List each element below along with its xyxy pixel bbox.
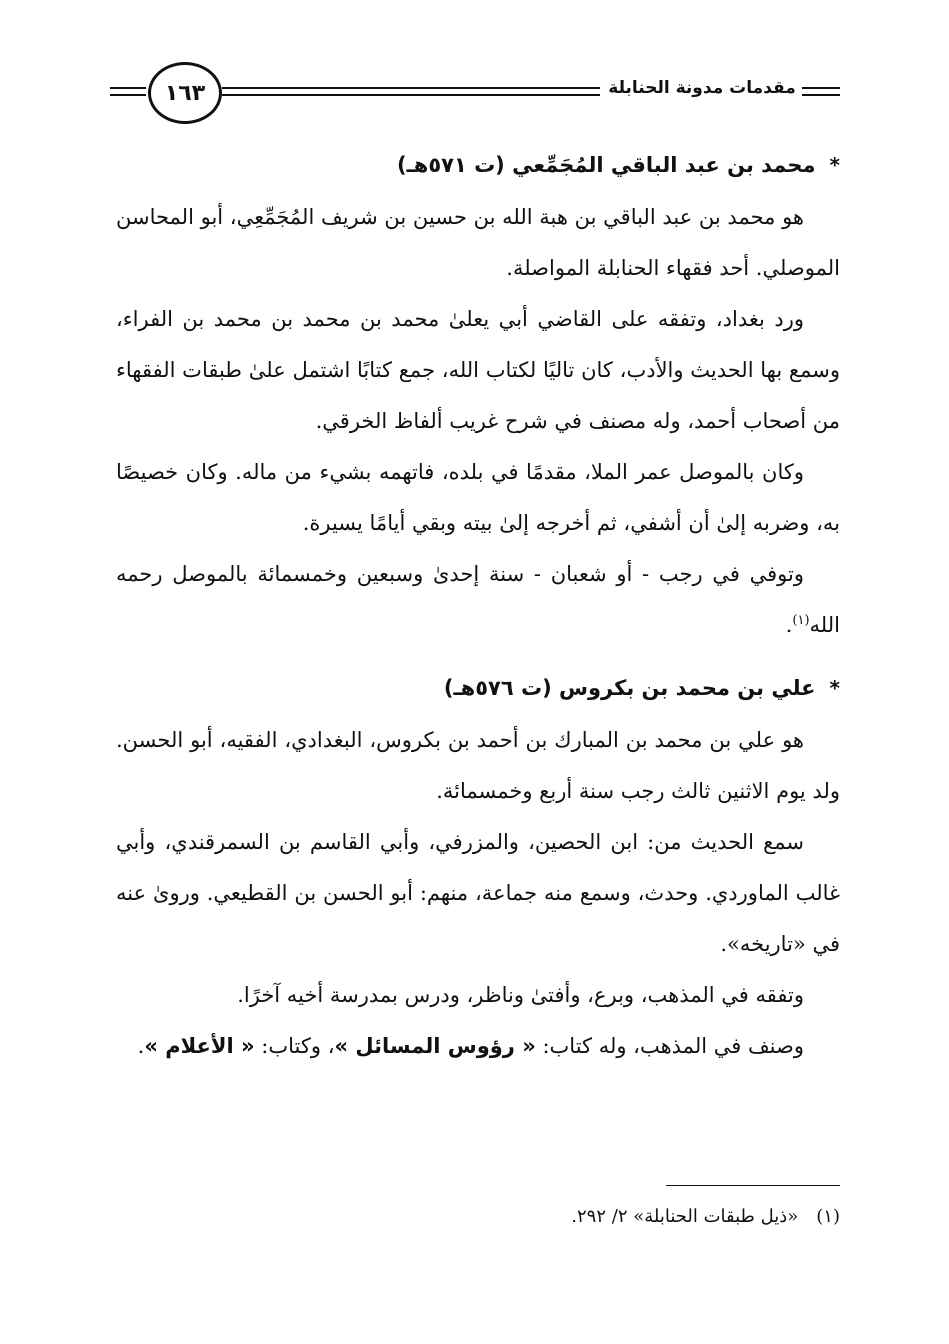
- paragraph: [116, 970, 840, 1021]
- header-rule: [110, 87, 146, 89]
- header-rule: [802, 87, 840, 89]
- page-number-badge: [148, 62, 222, 124]
- paragraph: [116, 715, 840, 817]
- header-rule: [802, 94, 840, 96]
- bullet-star-icon: *: [829, 153, 840, 177]
- paragraph-text: هو محمد بن عبد الباقي بن هبة الله بن حسين بن شريف المُجَمِّعِي، أبو المحاسن الموصلي. أحد فقهاء الحنابلة المواصلة.: [116, 205, 840, 280]
- paragraph: [116, 817, 840, 970]
- main-text: [116, 140, 840, 1072]
- paragraph-text: وصنف في المذهب، وله كتاب:: [535, 1034, 804, 1058]
- footnote: [300, 1200, 840, 1234]
- paragraph-text: ورد بغداد، وتفقه على القاضي أبي يعلىٰ محمد بن محمد بن محمد بن الفراء، وسمع بها الحديث والأدب، كان تاليًا لكتاب الله، جمع كتابًا اشتمل علىٰ طبقات الفقهاء من أصحاب أحمد، وله مصنف في شرح غريب ألفاظ الخرقي.: [116, 307, 840, 433]
- header-rule: [222, 94, 600, 96]
- book-title: « الأعلام »: [144, 1034, 255, 1058]
- paragraph-text: سمع الحديث من: ابن الحصين، والمزرفي، وأبي القاسم بن السمرقندي، وأبي غالب الماوردي. وحدث، وسمع منه جماعة، منهم: أبو الحسن بن القطيعي. وروىٰ عنه في «تاريخه».: [116, 830, 840, 956]
- book-title: « رؤوس المسائل »: [334, 1034, 536, 1058]
- heading-text: علي بن محمد بن بكروس (ت ٥٧٦هـ): [443, 676, 816, 700]
- paragraph-text: وتوفي في رجب - أو شعبان - سنة إحدىٰ وسبعين وخمسمائة بالموصل رحمه الله: [116, 562, 840, 637]
- running-title: مقدمات مدونة الحنابلة: [608, 78, 796, 98]
- footnote-number: (١): [816, 1206, 840, 1227]
- heading-text: محمد بن عبد الباقي المُجَمِّعي (ت ٥٧١هـ): [396, 153, 816, 177]
- paragraph: [116, 447, 840, 549]
- paragraph: [116, 294, 840, 447]
- footnote-separator: [666, 1185, 840, 1186]
- punctuation: .: [137, 1034, 145, 1058]
- header-rule: [110, 94, 146, 96]
- page-number: ١٦٣: [164, 80, 206, 106]
- page-header: [110, 62, 840, 122]
- footnote-marker[interactable]: (١): [792, 613, 810, 628]
- paragraph-text: ، وكتاب:: [254, 1034, 335, 1058]
- section-heading: [116, 663, 840, 713]
- bullet-star-icon: *: [829, 676, 840, 700]
- header-rule: [222, 87, 600, 89]
- footnote-text: «ذيل طبقات الحنابلة» ٢/ ٢٩٢.: [571, 1206, 799, 1227]
- section-heading: [116, 140, 840, 190]
- paragraph: [116, 192, 840, 294]
- punctuation: .: [785, 613, 793, 637]
- paragraph: [116, 1021, 840, 1072]
- paragraph-text: هو علي بن محمد بن المبارك بن أحمد بن بكروس، البغدادي، الفقيه، أبو الحسن. ولد يوم الاثنين ثالث رجب سنة أربع وخمسمائة.: [116, 728, 840, 803]
- paragraph: [116, 549, 840, 651]
- paragraph-text: وتفقه في المذهب، وبرع، وأفتىٰ وناظر، ودرس بمدرسة أخيه آخرًا.: [237, 983, 804, 1007]
- paragraph-text: وكان بالموصل عمر الملا، مقدمًا في بلده، فاتهمه بشيء من ماله. وكان خصيصًا به، وضربه إلىٰ أن أشفي، ثم أخرجه إلىٰ بيته وبقي أيامًا يسيرة.: [116, 460, 840, 535]
